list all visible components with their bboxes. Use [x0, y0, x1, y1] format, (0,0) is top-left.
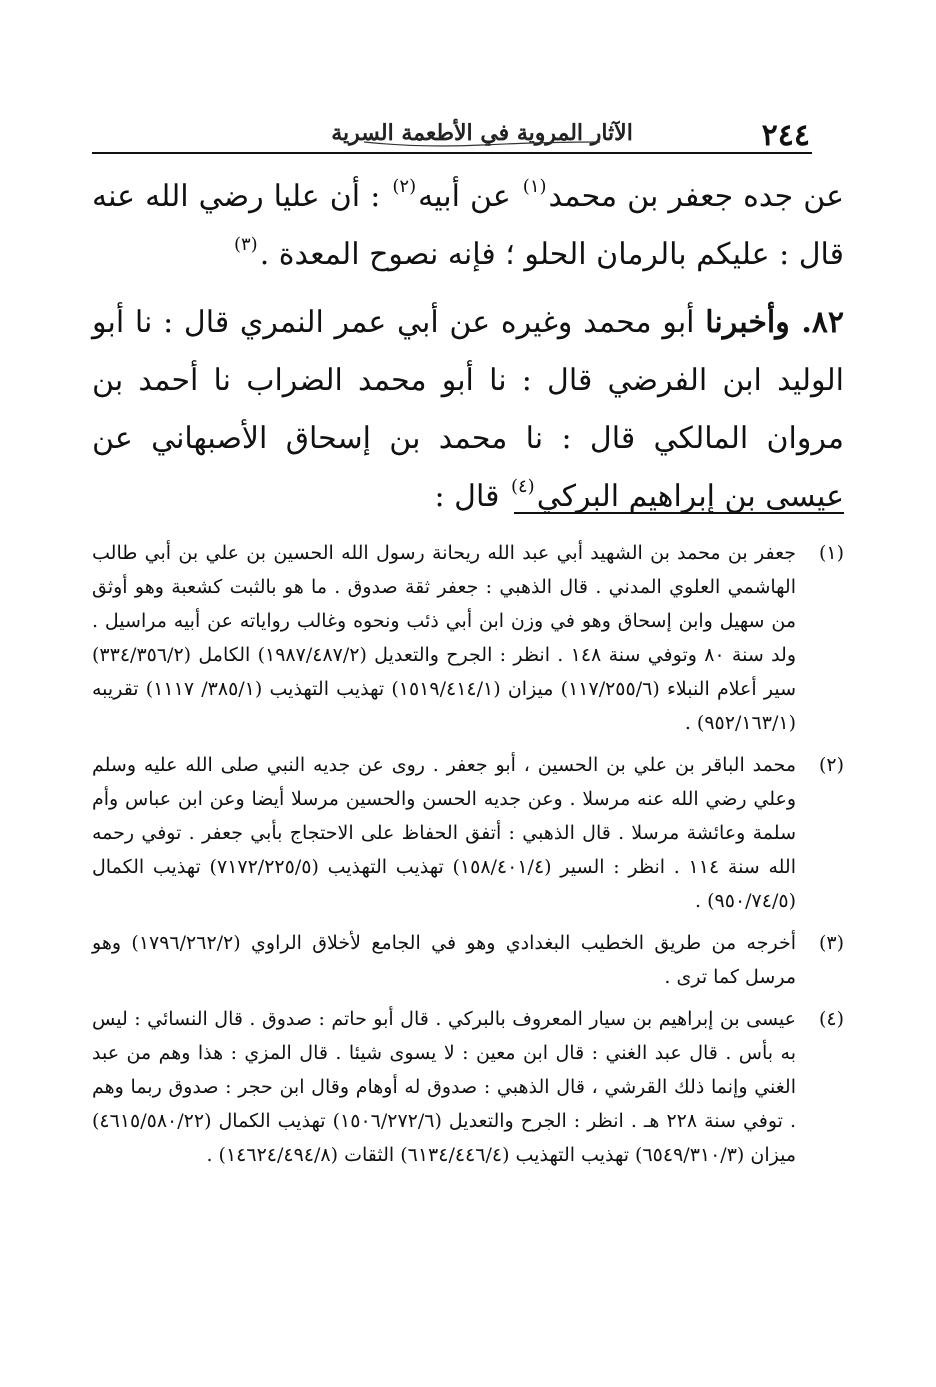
running-title-text: الآثار المروية في الأطعمة السرية: [331, 120, 633, 146]
text-run: عن أبيه: [418, 179, 521, 214]
footnote-ref-1[interactable]: (١): [522, 176, 547, 197]
footnote-text: أخرجه من طريق الخطيب البغدادي وهو في الجامع لأخلاق الراوي (١٧٩٦/٢٦٢/٢) وهو مرسل كما ترى .: [92, 932, 796, 988]
page-header: [92, 98, 812, 154]
footnotes: [92, 536, 844, 1180]
main-text: [92, 168, 844, 526]
page-number: ٢٤٤: [761, 118, 810, 153]
footnote-1: [92, 536, 844, 740]
entry-number: ٨٢.: [801, 305, 844, 340]
footnote-marker: (١): [818, 542, 844, 564]
footnote-text: عيسى بن إبراهيم بن سيار المعروف بالبركي . قال أبو حاتم : صدوق . قال النسائي : ليس به بأس . قال عبد الغني : قال ابن معين : لا يسوى شيئا . قال المزي : هذا وهم من عبد الغني وإنما ذلك القرشي ، قال الذهبي : صدوق له أوهام وقال ابن حجر : صدوق ربما وهم . توفي سنة ٢٢٨ هـ . انظر : الجرح والتعديل (١٥٠٦/٢٧٢/٦) تهذيب الكمال (٤٦١٥/٥٨٠/٢٢) ميزان (٦٥٤٩/٣١٠/٣) تهذيب التهذيب (٦١٣٤/٤٤٦/٤) الثقات (١٤٦٢٤/٤٩٤/٨) .: [92, 1008, 797, 1166]
paragraph-1: [92, 168, 844, 284]
footnote-text: جعفر بن محمد بن الشهيد أبي عبد الله ريحانة رسول الله الحسين بن علي بن أبي طالب الهاشمي العلوي المدني . قال الذهبي : جعفر ثقة صدوق . ما هو بالثبت كشعبة وهو أوثق من سهيل وابن إسحاق وهو في وزن ابن أبي ذئب ونحوه وغالب رواياته عن أبيه مراسيل . ولد سنة ٨٠ وتوفي سنة ١٤٨ . انظر : الجرح والتعديل (١٩٨٧/٤٨٧/٢) الكامل (٣٣٤/٣٥٦/٢) سير أعلام النبلاء (١١٧/٢٥٥/٦) ميزان (١٥١٩/٤١٤/١) تهذيب التهذيب (٣٨٥/١/ ١١١٧) تقريبه (٩٥٢/١٦٣/١) .: [92, 542, 797, 734]
footnote-ref-3[interactable]: (٣): [233, 234, 258, 255]
text-run: قال :: [434, 479, 509, 514]
footnote-2: [92, 748, 844, 918]
footnote-marker: (٤): [818, 1008, 844, 1030]
footnote-marker: (٣): [818, 932, 844, 954]
running-title-calligraphy: [331, 112, 633, 152]
text-run: عن جده جعفر بن محمد: [548, 179, 844, 214]
text-run: : أن عليا رضي الله عنه قال : عليكم بالرمان الحلو ؛ فإنه نصوح المعدة .: [92, 179, 844, 272]
footnote-ref-4[interactable]: (٤): [510, 476, 535, 497]
text-run: أبو محمد وغيره عن أبي عمر النمري قال : نا أبو الوليد ابن الفرضي قال : نا أبو محمد الضراب نا أحمد بن مروان المالكي قال : نا محمد بن إسحاق الأصبهاني عن عيسى بن إبراهيم البركي: [92, 305, 844, 514]
footnote-separator: [514, 512, 844, 514]
footnote-4: [92, 1002, 844, 1172]
header-rule: [92, 152, 812, 154]
footnote-marker: (٢): [818, 754, 844, 776]
paragraph-82: [92, 294, 844, 526]
calligraphy-title-graphic: [331, 112, 633, 152]
footnote-3: [92, 926, 844, 994]
footnote-text: محمد الباقر بن علي بن الحسين ، أبو جعفر . روى عن جديه النبي صلى الله عليه وسلم وعلي رضي الله عنه مرسلا . وعن جديه الحسن والحسين مرسلا أيضا وعن ابن عباس وأم سلمة وعائشة مرسلا . قال الذهبي : أتفق الحفاظ على الاحتجاج بأبي جعفر . توفي رحمه الله سنة ١١٤ . انظر : السير (١٥٨/٤٠١/٤) تهذيب التهذيب (٧١٧٢/٢٢٥/٥) تهذيب الكمال (٩٥٠/٧٤/٥) .: [92, 754, 796, 912]
entry-lead-word: وأخبرنا: [705, 305, 802, 340]
footnote-ref-2[interactable]: (٢): [392, 176, 417, 197]
